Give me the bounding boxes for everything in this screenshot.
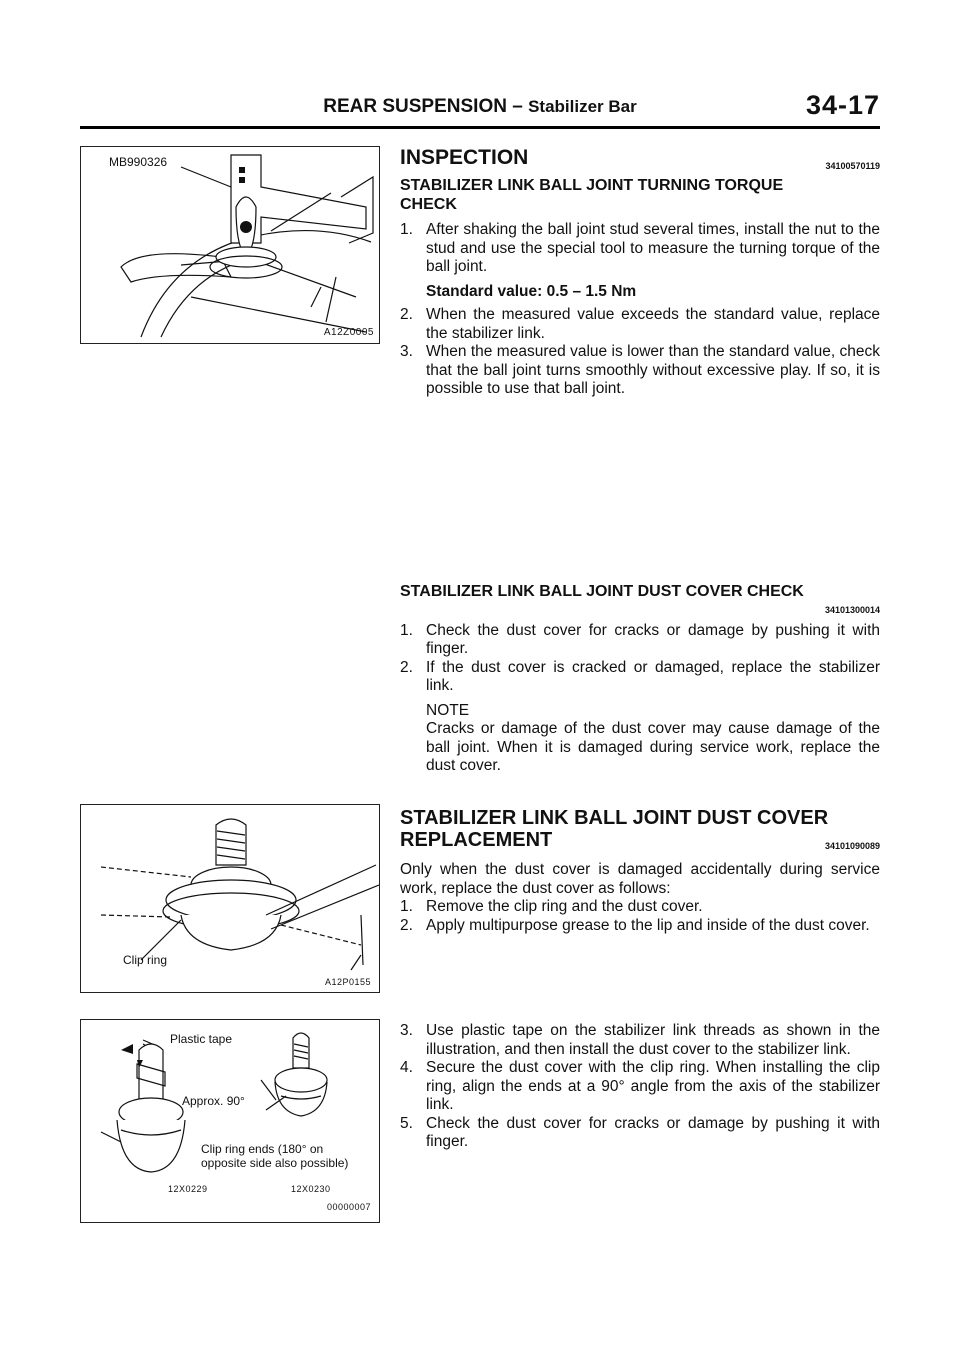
figure-code-right: 12X0230 — [291, 1184, 331, 1194]
figure-clip-ring — [80, 804, 380, 993]
step-item: 3. Use plastic tape on the stabilizer link threads as shown in the illustration, and then install the dust cover to the stabilizer link. — [400, 1022, 880, 1058]
replacement-steps-continued — [400, 1022, 880, 1152]
note-block — [400, 702, 880, 776]
figure-code: A12Z0005 — [323, 327, 374, 338]
header-title — [80, 96, 880, 118]
dust-cover-replacement-section — [400, 807, 880, 935]
step-item: 2. Apply multipurpose grease to the lip and inside of the dust cover. — [400, 916, 870, 934]
page-number: 34-17 — [805, 90, 880, 120]
step-item: 3. When the measured value is lower than the standard value, check that the ball joint turns smoothly without excessive play. If so, it is possible to use that ball joint. — [400, 343, 880, 397]
tool-label: MB990326 — [109, 155, 168, 169]
step-item: 1. Check the dust cover for cracks or damage by pushing it with finger. — [400, 621, 880, 657]
figure-special-tool — [80, 146, 380, 344]
reference-number: 34100570119 — [825, 161, 880, 171]
intro-text: Only when the dust cover is damaged accidentally during service work, replace the dust cover as follows: — [400, 861, 880, 897]
figure-code-left: 12X0229 — [168, 1184, 208, 1194]
step-item: 4. Secure the dust cover with the clip ring. When installing the clip ring, align the ends at a 90° angle from the axis of the stabilizer link. — [400, 1059, 880, 1113]
replacement-heading-line1: STABILIZER LINK BALL JOINT DUST COVER — [400, 807, 829, 829]
standard-value: Standard value: 0.5 – 1.5 Nm — [426, 282, 637, 300]
clip-ends-label-line1: Clip ring ends (180° on — [201, 1142, 324, 1156]
title-dash: – — [512, 96, 523, 117]
heading-text: REPLACEMENT — [400, 829, 553, 851]
note-text: Cracks or damage of the dust cover may cause damage of the ball joint. When it is damaged during service work, replace the dust cover. — [426, 720, 880, 774]
figure-code-bottom: 00000007 — [326, 1202, 371, 1212]
step-item: 2. If the dust cover is cracked or damaged, replace the stabilizer link. — [400, 658, 880, 694]
figure-plastic-tape — [80, 1019, 380, 1223]
step-item: 5. Check the dust cover for cracks or damage by pushing it with finger. — [400, 1114, 880, 1150]
plastic-tape-label: Plastic tape — [170, 1032, 233, 1046]
note-label: NOTE — [426, 701, 470, 719]
plastic-tape-illustration — [81, 1020, 379, 1222]
section-title: REAR SUSPENSION — [323, 96, 507, 117]
reference-number: 34101300014 — [824, 605, 880, 615]
clip-ring-label: Clip ring — [123, 953, 168, 967]
replacement-heading-line2 — [400, 829, 880, 857]
page-header — [80, 90, 880, 124]
clip-ends-label-line2: opposite side also possible) — [201, 1156, 349, 1170]
figure-code: A12P0155 — [324, 977, 371, 987]
torque-check-heading: STABILIZER LINK BALL JOINT TURNING TORQUE CHECK — [400, 177, 784, 213]
special-tool-illustration — [81, 147, 379, 343]
reference-number: 34101090089 — [824, 841, 880, 851]
header-rule — [80, 126, 880, 129]
heading-text: INSPECTION — [400, 146, 529, 169]
step-item: 1. Remove the clip ring and the dust cover. — [400, 898, 703, 915]
section-subtitle: Stabilizer Bar — [528, 97, 637, 116]
dust-check-heading: STABILIZER LINK BALL JOINT DUST COVER CHECK — [400, 583, 804, 600]
angle-label: Approx. 90° — [182, 1094, 245, 1108]
step-item: 2. When the measured value exceeds the standard value, replace the stabilizer link. — [400, 306, 880, 342]
dust-cover-check-section — [400, 582, 880, 776]
inspection-section — [400, 146, 880, 399]
inspection-heading — [400, 146, 880, 170]
step-item: 1. After shaking the ball joint stud several times, install the nut to the stud and use the special tool to measure the turning torque of the ball joint. — [400, 221, 880, 275]
